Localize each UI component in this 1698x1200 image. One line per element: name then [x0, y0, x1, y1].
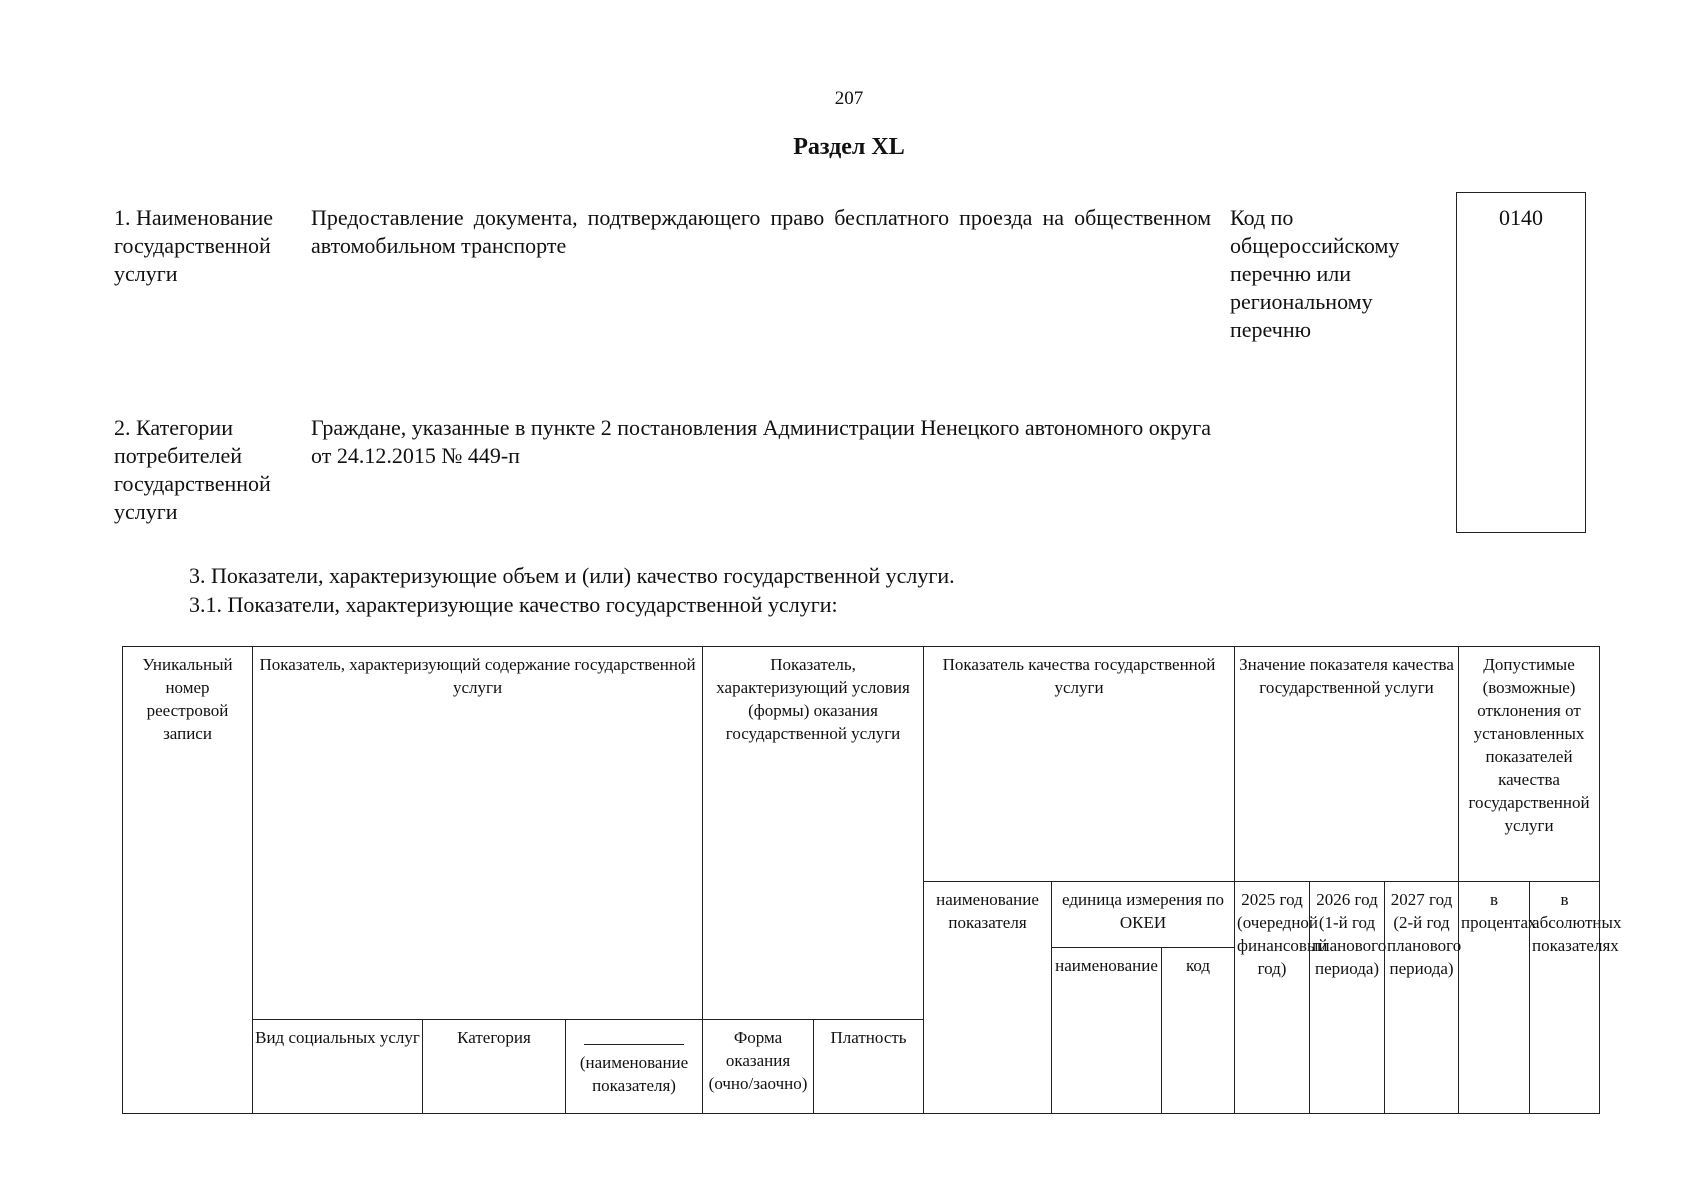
header-quality-indicator: Показатель качества государственной услуги	[924, 647, 1235, 882]
header-year-2026: 2026 год (1-й год планового периода)	[1310, 882, 1385, 1114]
header-okei-unit: единица измерения по ОКЕИ	[1052, 882, 1235, 948]
header-conditions-indicator: Показатель, характеризующий условия (формы) оказания государственной услуги	[703, 647, 924, 1020]
header-year-2025: 2025 год (очередной финансовый год)	[1235, 882, 1310, 1114]
header-year-2027: 2027 год (2-й год планового периода)	[1385, 882, 1459, 1114]
header-indicator-value: Значение показателя качества государственной услуги	[1235, 647, 1459, 882]
header-payment: Платность	[814, 1020, 924, 1114]
service-name-label: 1. Наименование государственной услуги	[114, 205, 274, 286]
header-service-form: Форма оказания (очно/заочно)	[703, 1020, 814, 1114]
consumers-label: 2. Категории потребителей государственной услуги	[114, 415, 271, 524]
section-title: Раздел XL	[793, 134, 905, 160]
header-social-service-type: Вид социальных услуг	[253, 1020, 423, 1114]
registry-code-label: Код по общероссийскому перечню или региональному перечню	[1230, 205, 1400, 342]
service-name-value: Предоставление документа, подтверждающего право бесплатного проезда на общественном автомобильном транспорте	[311, 205, 1211, 258]
blank-underline	[584, 1026, 684, 1045]
header-category: Категория	[423, 1020, 566, 1114]
section-3-heading: 3. Показатели, характеризующие объем и (или) качество государственной услуги.	[189, 563, 955, 588]
section-3-1-heading: 3.1. Показатели, характеризующие качество государственной услуги:	[189, 592, 838, 617]
header-registry-number: Уникальный номер реестровой записи	[123, 647, 253, 1114]
header-deviation-percent: в процентах	[1459, 882, 1530, 1114]
header-blank-indicator-caption: (наименование показателя)	[579, 1053, 689, 1095]
header-unit-name: наименование	[1052, 948, 1162, 1114]
page-number: 207	[834, 88, 864, 109]
header-allowed-deviation: Допустимые (возможные) отклонения от установленных показателей качества государственной услуги	[1459, 647, 1600, 882]
header-blank-indicator	[566, 1020, 703, 1114]
header-content-indicator: Показатель, характеризующий содержание государственной услуги	[253, 647, 703, 1020]
header-unit-code: код	[1162, 948, 1235, 1114]
registry-code-box	[1456, 192, 1586, 533]
header-indicator-name: наименование показателя	[924, 882, 1052, 1114]
header-deviation-absolute: в абсолютных показателях	[1530, 882, 1600, 1114]
quality-indicators-table	[122, 646, 1622, 1114]
consumers-value: Граждане, указанные в пункте 2 постановления Администрации Ненецкого автономного округа от 24.12.2015 № 449-п	[311, 415, 1211, 468]
registry-code-value: 0140	[1499, 205, 1543, 230]
